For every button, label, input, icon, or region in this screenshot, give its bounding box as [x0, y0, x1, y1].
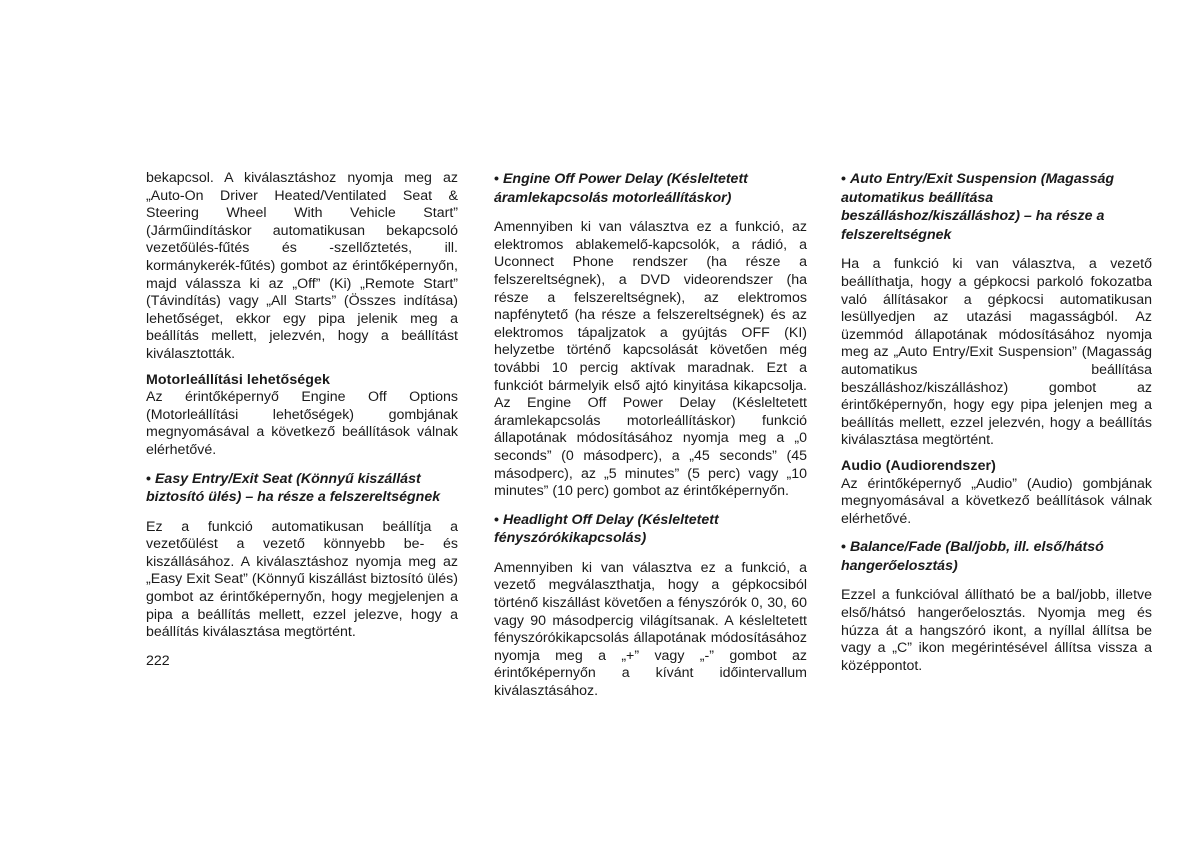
bullet-easy-entry-exit-seat [146, 470, 458, 507]
paragraph-intro: bekapcsol. A kiválasztáshoz nyomja meg az „Auto-On Driver Heated/Ventilated Seat & Steering Wheel With Vehicle Start” (Járműindításkor automatikusan bekapcsoló vezetőülés-fűtés és -szellőztetés, ill. kormánykerék-fűtés) gombot az érintőképernyőn, majd válassza ki az „Off” (Ki) „Remote Start” (Távindítás) vagy „All Starts” (Összes indítása) lehetőséget, ekkor egy pipa jelenik meg a beállítás mellett, jelezvén, hogy a beállítást kiválasztották. [146, 170, 458, 362]
paragraph-engine-off-options: Az érintőképernyő Engine Off Options (Motorleállítási lehetőségek) gombjának megnyomásával a következő beállítások válnak elérhetővé. [146, 389, 458, 458]
paragraph-headlight-off-delay: Amennyiben ki van választva ez a funkció, a vezető megválaszthatja, hogy a gépkocsiból történő kiszállást követően a fényszórók 0, 30, 60 vagy 90 másodpercig világítsanak. A késleltetett fényszórókikapcsolás állapotának módosításához nyomja meg a „+” vagy „-” gombot az érintőképernyőn a kívánt időintervallum kiválasztásához. [494, 559, 807, 700]
bullet-label: Engine Off Power Delay (Késleltetett áramlekapcsolás motorleállításkor) [494, 171, 748, 206]
paragraph-audio: Az érintőképernyő „Audio” (Audio) gombjának megnyomásával a következő beállítások válnak elérhetővé. [841, 475, 1152, 527]
bullet-label: Auto Entry/Exit Suspension (Magasság automatikus beállítása beszálláshoz/kiszálláshoz) – ha része a felszereltségnek [841, 171, 1115, 243]
bullet-headlight-off-delay [494, 511, 807, 548]
bullet-balance-fade [841, 538, 1152, 575]
bullet-icon: • [841, 171, 846, 187]
paragraph-engine-off-power-delay: Amennyiben ki van választva ez a funkció, az elektromos ablakemelő-kapcsolók, a rádió, a Uconnect Phone rendszer (ha része a felszereltségnek), a DVD videorendszer (ha része a felszereltségnek), az elektromos napfénytető (ha része a felszereltségnek) és az elektromos tápaljzatok a gyújtás OFF (KI) helyzetbe történő kapcsolását követően még további 10 percig aktívak maradnak. Ezt a funkciót bármelyik első ajtó kinyitása kikapcsolja. Az Engine Off Power Delay (Késleltetett áramlekapcsolás motorleállításkor) funkció állapotának módosításához nyomja meg a „0 seconds” (0 másodperc), a „45 seconds” (45 másodperc), az „5 minutes” (5 perc) vagy „10 minutes” (10 perc) gombot az érintőképernyőn. [494, 219, 807, 500]
section-heading-engine-off-options: Motorleállítási lehetőségek [146, 371, 331, 388]
bullet-label: Headlight Off Delay (Késleltetett fényszórókikapcsolás) [494, 511, 719, 547]
bullet-auto-entry-exit-suspension [841, 170, 1152, 244]
bullet-label: Easy Entry/Exit Seat (Könnyű kiszállást biztosító ülés) – ha része a felszereltségnek [146, 470, 441, 506]
bullet-label: Balance/Fade (Bal/jobb, ill. első/hátsó hangerőelosztás) [841, 539, 1104, 574]
column-right [841, 170, 1152, 675]
column-middle [494, 170, 807, 701]
bullet-icon: • [494, 171, 499, 187]
column-left [146, 170, 458, 642]
page-number: 222 [146, 653, 170, 669]
paragraph-easy-entry-exit-seat: Ez a funkció automatikusan beállítja a vezetőülést a vezető könnyebb be- és kiszállásához. A kiválasztáshoz nyomja meg az „Easy Exit Seat” (Könnyű kiszállást biztosító ülés) gombot az érintőképernyőn, hogy megjelenjen a pipa a beállítás mellett, ezzel jelezve, hogy a beállítás kiválasztása megtörtént. [146, 518, 458, 641]
section-heading-audio: Audio (Audiorendszer) [841, 457, 997, 474]
bullet-engine-off-power-delay [494, 170, 807, 207]
bullet-icon: • [146, 470, 151, 487]
bullet-icon: • [841, 539, 846, 556]
paragraph-auto-entry-exit-suspension: Ha a funkció ki van választva, a vezető beállíthatja, hogy a gépkocsi parkoló fokozatba való állításakor a gépkocsi automatikusan lesüllyedjen az utazási magasságból. Az üzemmód állapotának módosításához nyomja meg az „Auto Entry/Exit Suspension” (Magasság automatikus beállítása beszálláshoz/kiszálláshoz) gombot az érintőképernyőn, hogy egy pipa jelenjen meg a beállítás mellett, ezzel jelezvén, hogy a beállítás kiválasztása megtörtént. [841, 256, 1152, 449]
bullet-icon: • [494, 511, 499, 528]
paragraph-balance-fade: Ezzel a funkcióval állítható be a bal/jobb, illetve első/hátsó hangerőelosztás. Nyomja meg és húzza át a hangszóró ikont, a nyíllal állítsa be vagy a „C” ikon megérintésével állítsa vissza a középpontot. [841, 587, 1152, 674]
